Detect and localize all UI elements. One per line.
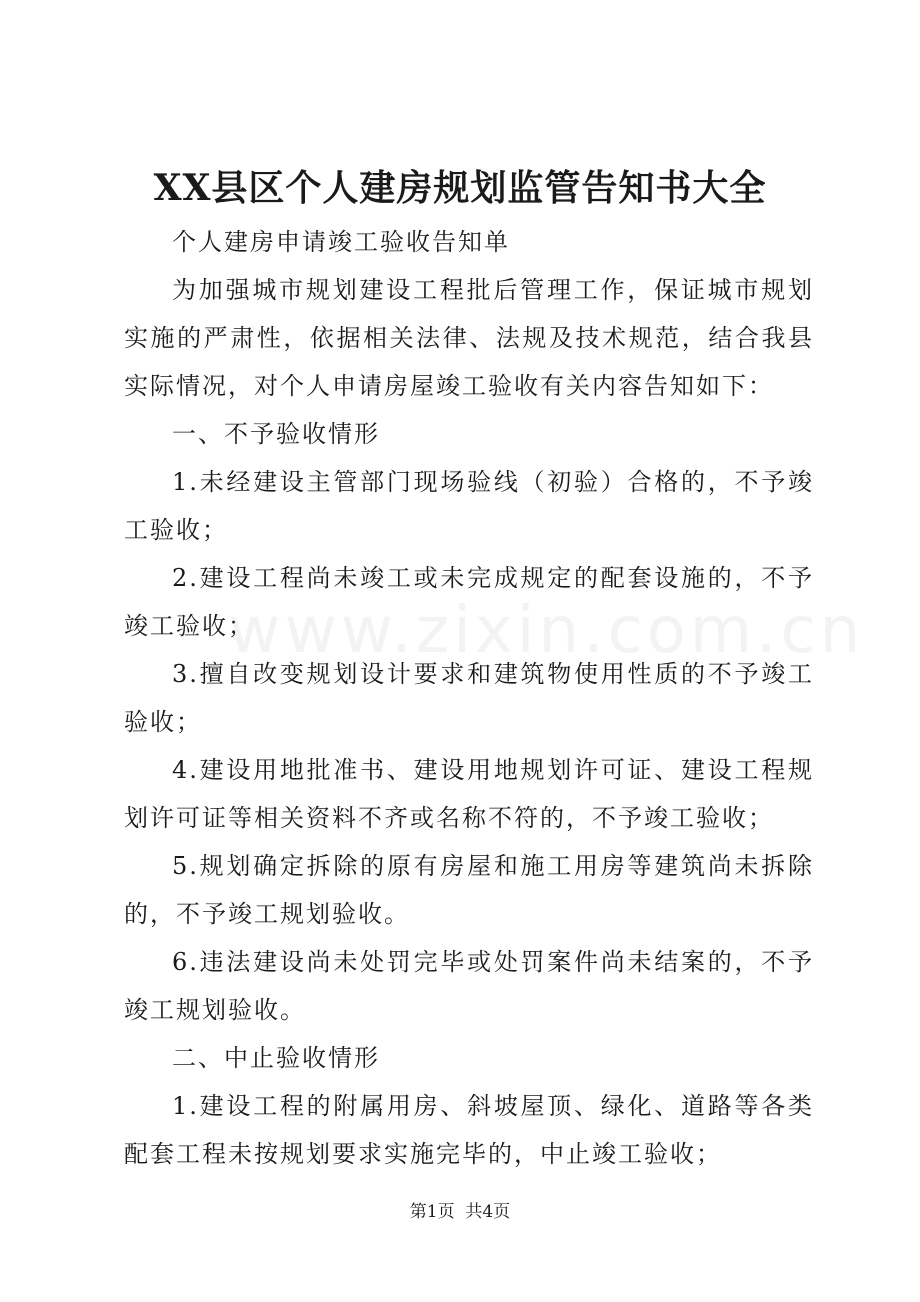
section-heading-2: 二、中止验收情形	[172, 1044, 380, 1072]
paragraph-item: 2.建设工程尚未竣工或未完成规定的配套设施的，不予竣工验收；	[124, 564, 814, 640]
page-number-total: 共4页	[465, 1202, 511, 1222]
document-body	[124, 218, 814, 1178]
watermark: www.zixin.com.cn	[228, 594, 865, 668]
paragraph-item: 1.未经建设主管部门现场验线（初验）合格的，不予竣工验收；	[124, 468, 814, 544]
paragraph-item: 6.违法建设尚未处罚完毕或处罚案件尚未结案的，不予竣工规划验收。	[124, 948, 814, 1024]
page-number-current: 第1页	[409, 1202, 455, 1222]
paragraph-subtitle: 个人建房申请竣工验收告知单	[172, 228, 510, 256]
section-heading-1: 一、不予验收情形	[172, 420, 380, 448]
paragraph-item: 5.规划确定拆除的原有房屋和施工用房等建筑尚未拆除的，不予竣工规划验收。	[124, 852, 814, 928]
paragraph-item: 1.建设工程的附属用房、斜坡屋顶、绿化、道路等各类配套工程未按规划要求实施完毕的，中止竣工验收；	[124, 1092, 814, 1168]
paragraph-item: 3.擅自改变规划设计要求和建筑物使用性质的不予竣工验收；	[124, 660, 814, 736]
paragraph-intro: 为加强城市规划建设工程批后管理工作，保证城市规划实施的严肃性，依据相关法律、法规及技术规范，结合我县实际情况，对个人申请房屋竣工验收有关内容告知如下：	[124, 276, 814, 400]
paragraph-item: 4.建设用地批准书、建设用地规划许可证、建设工程规划许可证等相关资料不齐或名称不符的，不予竣工验收；	[124, 756, 814, 832]
page-footer	[0, 1198, 920, 1226]
document-title: XX县区个人建房规划监管告知书大全	[153, 167, 767, 209]
